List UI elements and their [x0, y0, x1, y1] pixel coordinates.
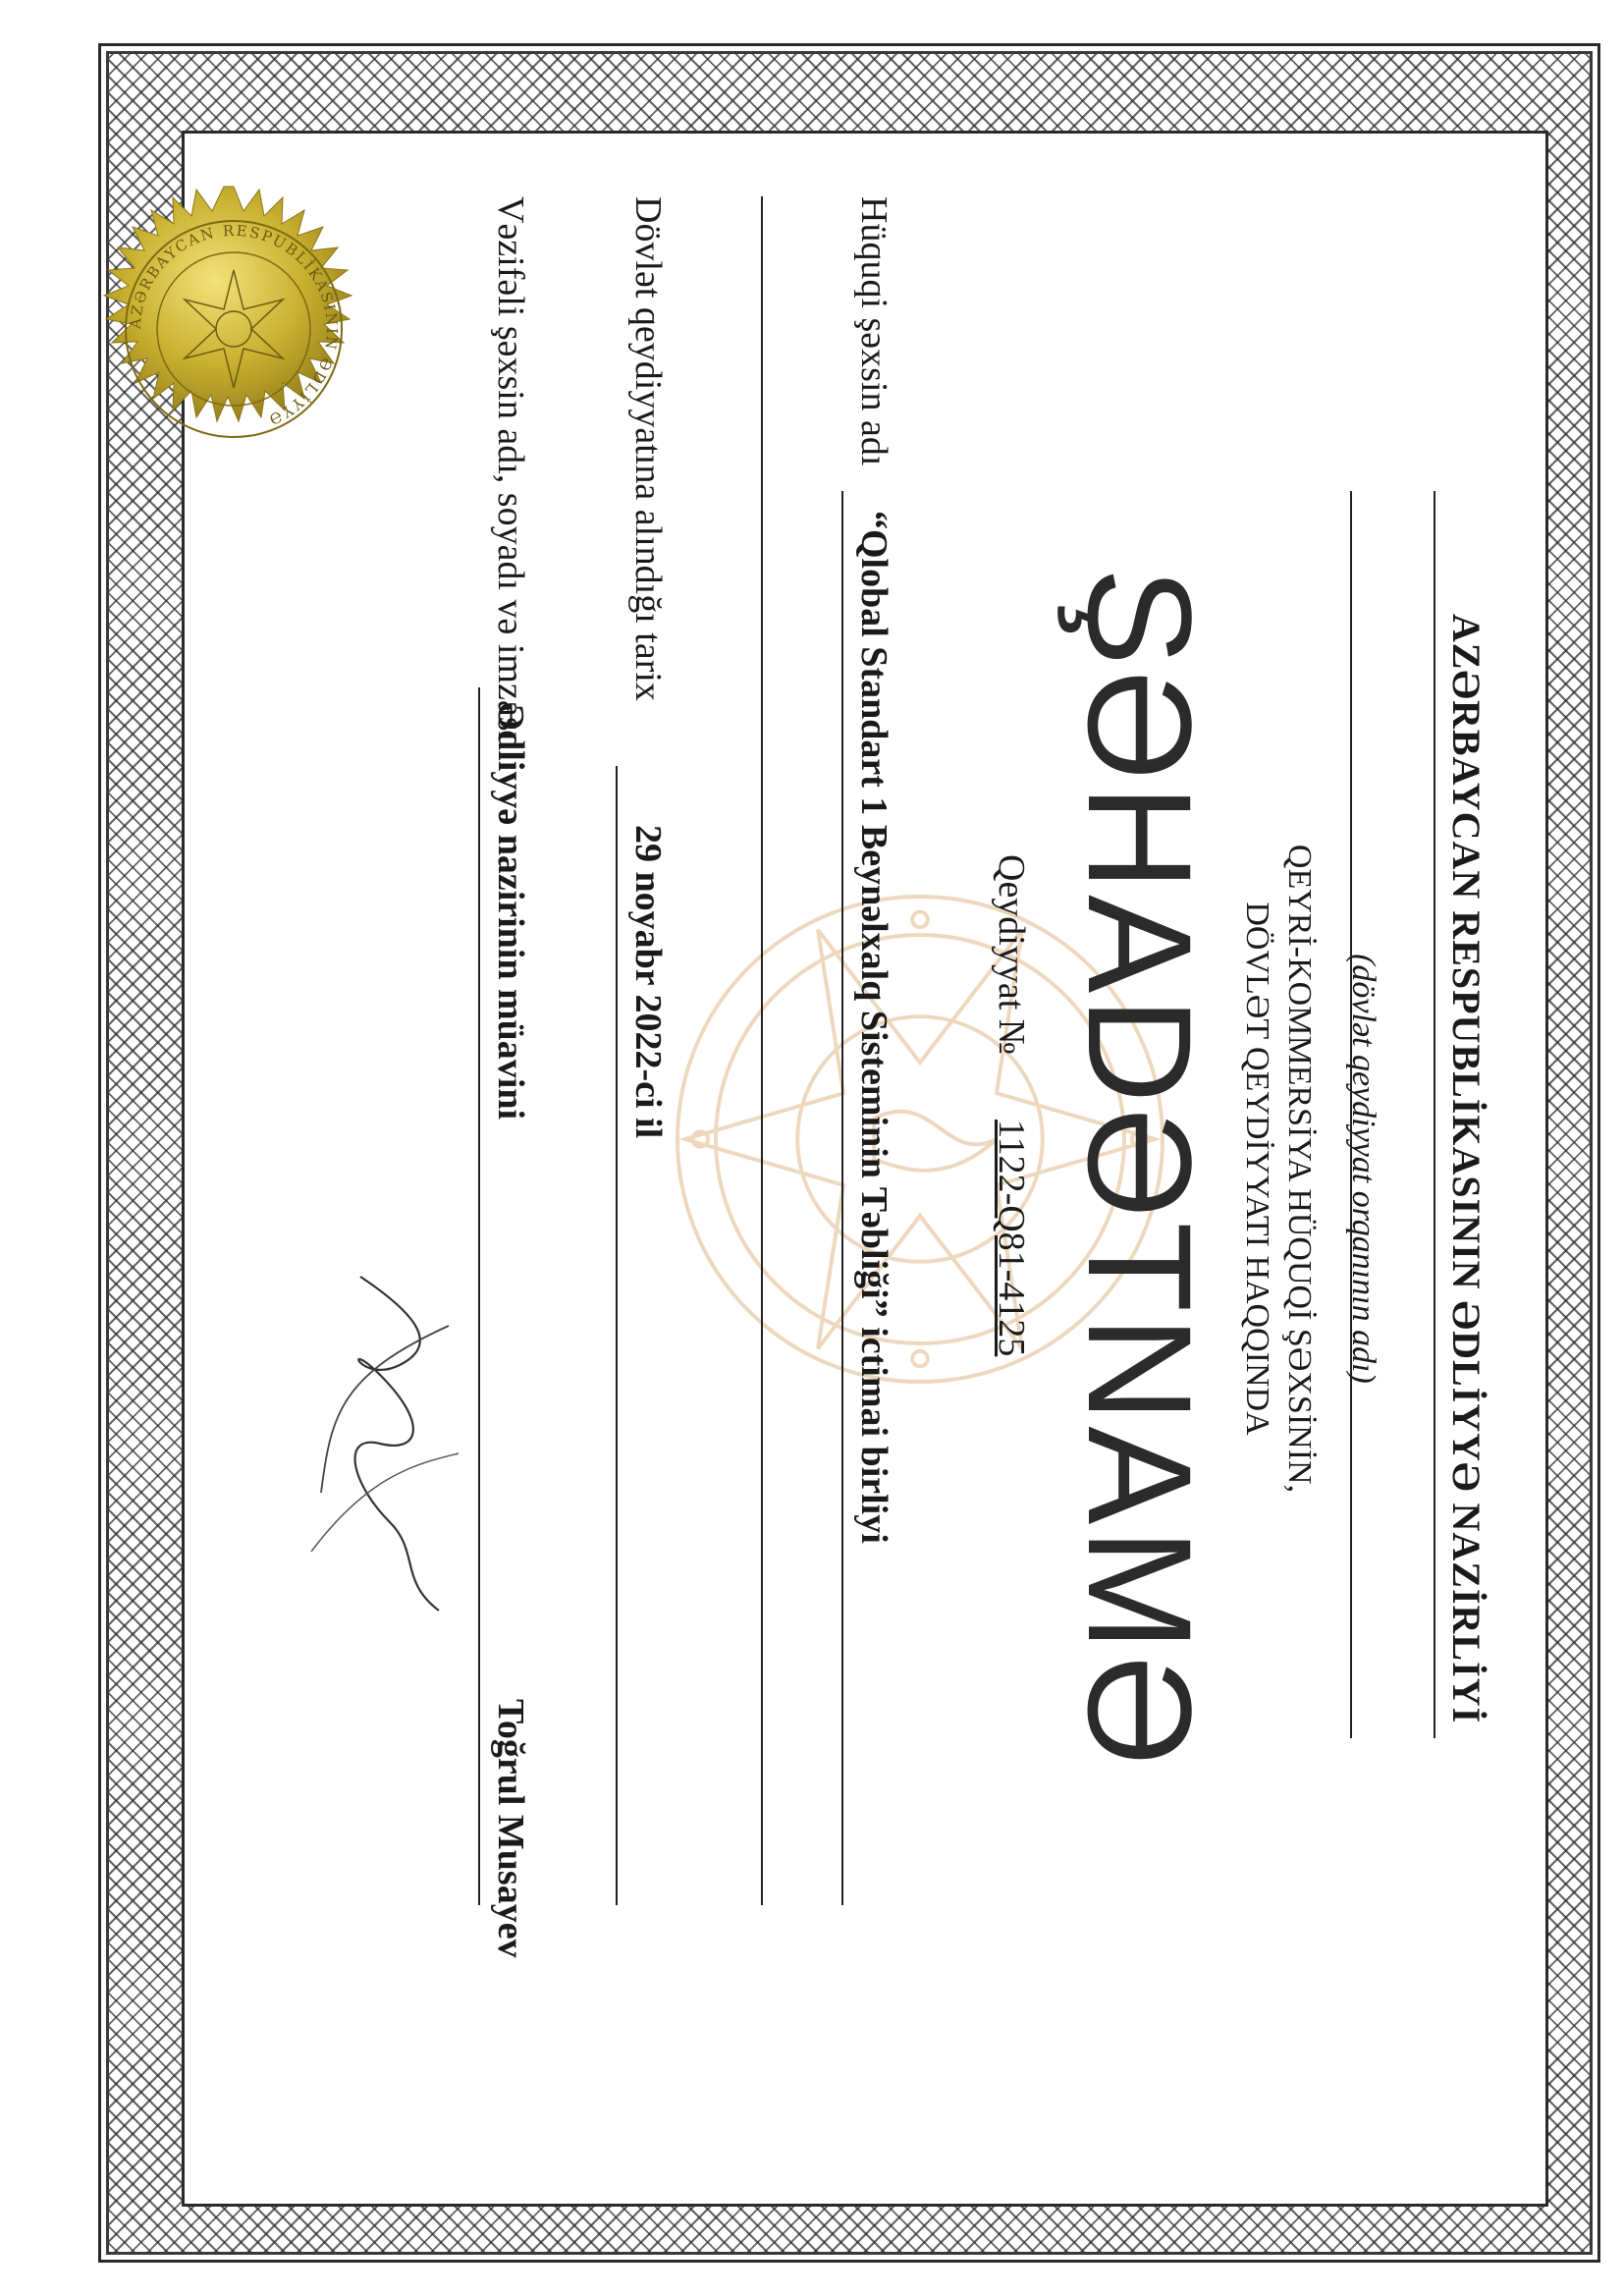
official-name: Toğrul Musayev — [490, 1699, 531, 1958]
ministry-name: AZƏRBAYCAN RESPUBLİKASININ ƏDLİYYƏ NAZİRLİYİ — [1444, 613, 1489, 1724]
date-label: Dövlət qeydiyyatına alındığı tarix — [627, 196, 669, 701]
registration-label: Qeydiyyat № — [991, 854, 1032, 1056]
heading-line-2: DÖVLƏT QEYDİYYATI HAQQINDA — [1239, 902, 1275, 1436]
certificate-content — [184, 137, 1548, 2200]
registration-date: 29 noyabr 2022-ci il — [627, 825, 669, 1139]
seal-text: AZƏRBAYCAN RESPUBLİKASININ ƏDLİYYƏ — [126, 221, 342, 429]
official-label: Vəzifəli şəxsin adı, soyadı və imzası — [490, 196, 531, 742]
official-line — [478, 687, 480, 1905]
entity-name: “Qlobal Standart 1 Beynəlxalq Sisteminin Təbliği” ictimai birliyi — [853, 511, 894, 1544]
certificate-title: ŞƏHADƏTNAMƏ — [1057, 567, 1222, 1771]
signature-icon — [301, 1257, 478, 1630]
organ-note: (dövlət qeydiyyat orqanının adı) — [1345, 954, 1381, 1384]
entity-label: Hüquqi şəxsin adı — [853, 196, 894, 466]
organ-line — [1434, 491, 1435, 1738]
registration-number: 1122-Q81-4125 — [991, 1120, 1032, 1357]
gold-seal-icon — [86, 182, 381, 476]
official-position: Ədliyyə nazirinin müavini — [490, 702, 531, 1121]
entity-line-2 — [761, 196, 763, 1905]
entity-line — [841, 491, 843, 1905]
heading-line-1: QEYRİ-KOMMERSİYA HÜQUQİ ŞƏXSİNİN, — [1281, 844, 1318, 1494]
date-line — [616, 766, 618, 1905]
